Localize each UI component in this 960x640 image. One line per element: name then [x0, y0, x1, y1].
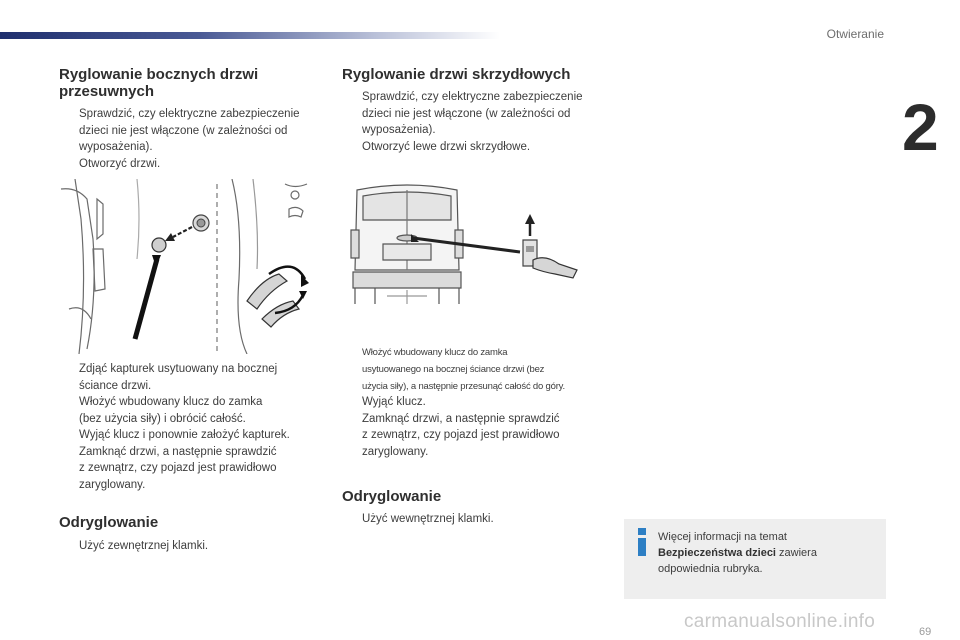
info-text: Więcej informacji na temat Bezpieczeństwa dzieci zawiera odpowiednia rubryka. [658, 531, 817, 575]
right-heading: Ryglowanie drzwi skrzydłowych [342, 66, 571, 83]
list-item-line: Włożyć wbudowany klucz do zamka [362, 347, 508, 358]
list-item-line: Wyjąć klucz i ponownie założyć kapturek. [79, 429, 290, 441]
list-item-line: z zewnątrz, czy pojazd jest prawidłowo [362, 429, 560, 441]
left-steps-top [59, 106, 329, 172]
list-item-line: Włożyć wbudowany klucz do zamka [79, 396, 263, 408]
right-steps-bottom [342, 394, 622, 460]
wing-door-lock-figure [345, 180, 605, 310]
list-item-line: z zewnątrz, czy pojazd jest prawidłowo [79, 462, 277, 474]
list-item-line: Zamknąć drzwi, a następnie sprawdzić [362, 412, 560, 425]
list-item-line: usytuowanego na bocznej ściance drzwi (bez [362, 364, 545, 375]
list-item [342, 411, 622, 461]
list-item-line: Zamknąć drzwi, a następnie sprawdzić [79, 445, 277, 458]
list-item [59, 427, 329, 444]
list-item [342, 394, 622, 411]
list-item [342, 511, 622, 528]
left-unlock-heading: Odryglowanie [59, 514, 159, 531]
section-title: Otwieranie [826, 27, 884, 41]
list-item-line: zaryglowany. [79, 478, 146, 491]
right-steps-small [342, 344, 622, 395]
left-steps-bottom [59, 361, 329, 493]
list-item [342, 89, 622, 139]
list-item [59, 394, 329, 427]
list-item-line: użycia siły), a następnie przesunąć całość do góry. [362, 381, 565, 392]
info-box [624, 519, 886, 599]
list-item-line: Sprawdzić, czy elektryczne zabezpieczenie [79, 108, 300, 120]
list-item [59, 538, 329, 555]
watermark: carmanualsonline.info [684, 611, 876, 632]
list-item [59, 156, 329, 173]
right-steps-top [342, 89, 622, 155]
left-heading: Ryglowanie bocznych drzwi przesuwnych [59, 66, 259, 100]
list-item [59, 361, 329, 394]
list-item-line: dzieci nie jest włączone (w zależności od [79, 124, 288, 137]
list-item-line: Otworzyć drzwi. [79, 157, 161, 170]
info-icon [634, 528, 650, 556]
list-item-line: Użyć wewnętrznej klamki. [362, 513, 494, 525]
list-item-line: Zdjąć kapturek usytuowany na bocznej [79, 363, 278, 375]
list-item-line: (bez użycia siły) i obrócić całość. [79, 412, 246, 425]
list-item [342, 139, 622, 156]
list-item-line: dzieci nie jest włączone (w zależności od [362, 107, 571, 120]
list-item-line: Otworzyć lewe drzwi skrzydłowe. [362, 140, 531, 153]
list-item [59, 106, 329, 156]
right-unlock-steps [342, 511, 622, 528]
list-item-line: Użyć zewnętrznej klamki. [79, 540, 209, 552]
list-item [342, 344, 622, 395]
list-item-line: ściance drzwi. [79, 379, 152, 392]
list-item-line: Wyjąć klucz. [362, 396, 426, 408]
list-item-line: zaryglowany. [362, 445, 429, 458]
list-item [59, 444, 329, 494]
list-item-line: Sprawdzić, czy elektryczne zabezpieczenie [362, 91, 583, 103]
left-unlock-steps [59, 538, 329, 555]
header-accent-bar [0, 32, 500, 39]
right-unlock-heading: Odryglowanie [342, 488, 442, 505]
list-item-line: wyposażenia). [79, 141, 153, 153]
sliding-door-lock-figure [57, 179, 319, 354]
chapter-number: 2 [902, 90, 939, 164]
page-number: 69 [919, 626, 932, 638]
list-item-line: wyposażenia). [362, 124, 436, 136]
